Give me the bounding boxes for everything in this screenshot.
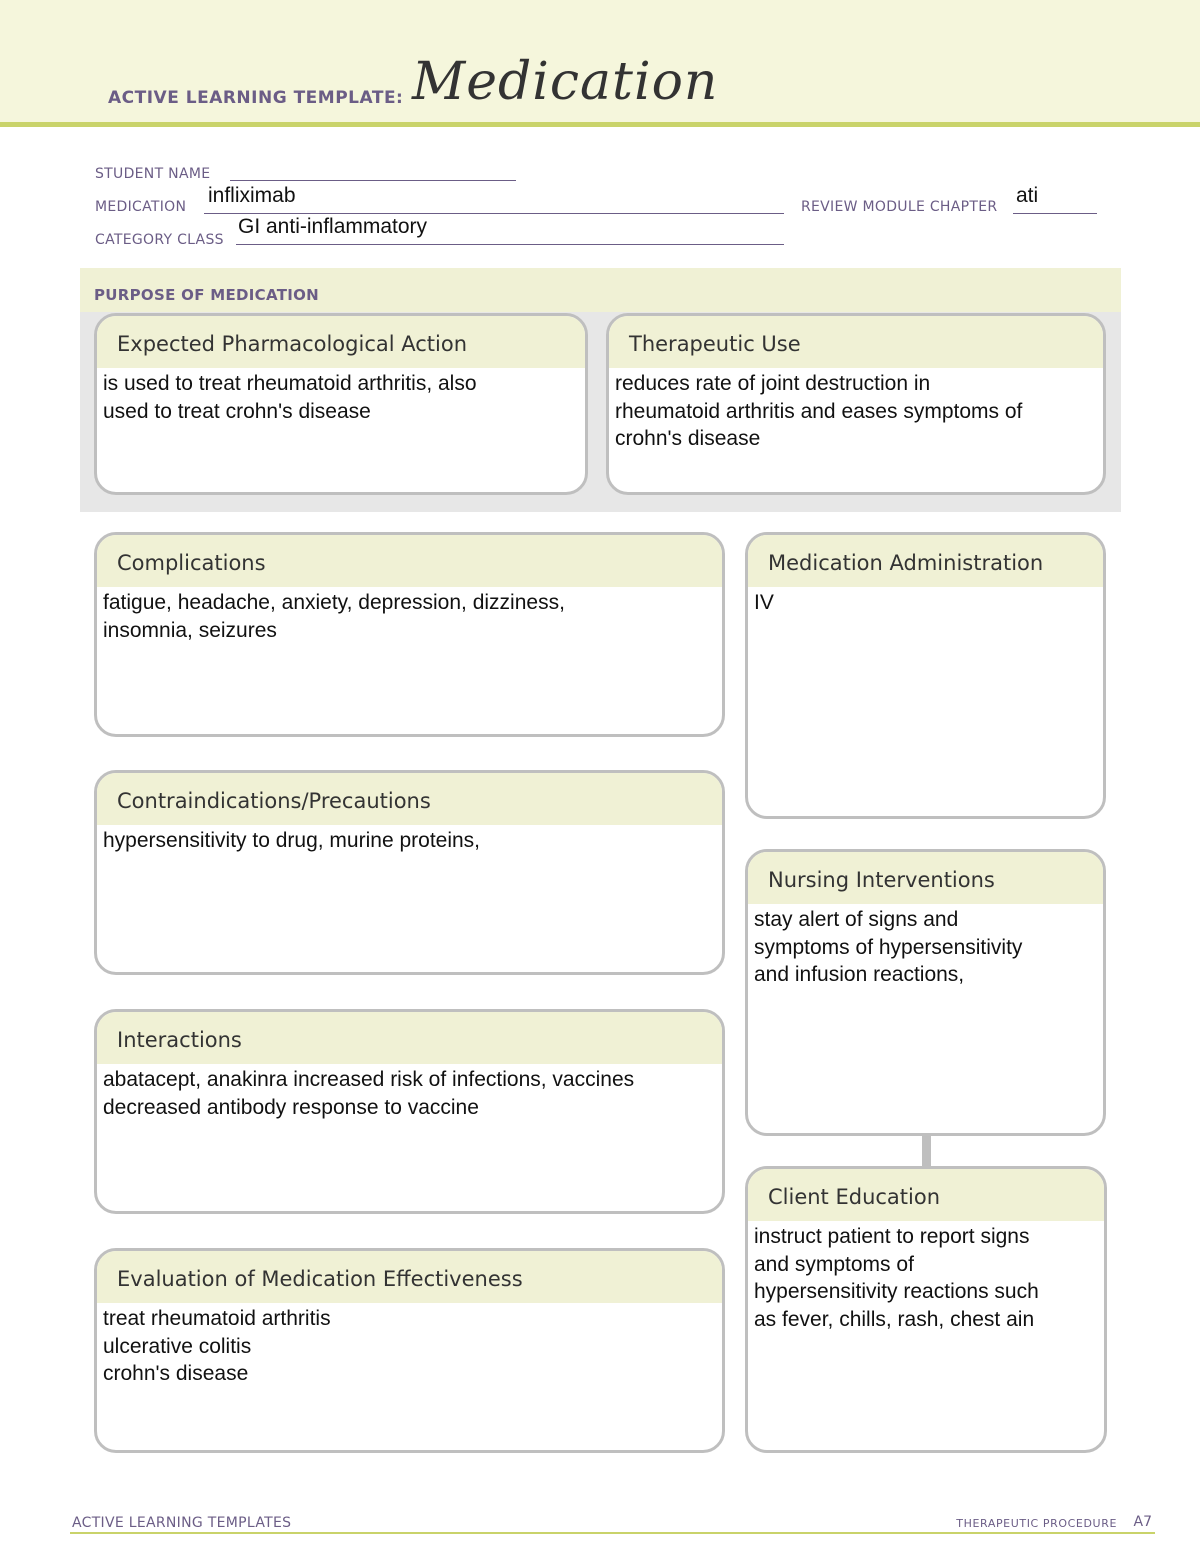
page-title: Medication bbox=[412, 52, 719, 112]
therapeutic-use-text[interactable]: reduces rate of joint destruction in rheumatoid arthritis and eases symptoms of crohn's disease bbox=[615, 372, 1023, 450]
footer-page-number: A7 bbox=[1133, 1514, 1152, 1530]
student-name-line bbox=[230, 180, 516, 181]
expected-action-box[interactable] bbox=[94, 313, 588, 495]
contraindications-box[interactable] bbox=[94, 770, 725, 975]
footer-right-label: THERAPEUTIC PROCEDURE bbox=[956, 1517, 1117, 1530]
contraindications-title: Contraindications/Precautions bbox=[97, 773, 722, 825]
evaluation-title: Evaluation of Medication Effectiveness bbox=[97, 1251, 722, 1303]
medication-line bbox=[204, 213, 784, 214]
contraindications-text[interactable]: hypersensitivity to drug, murine proteins, bbox=[103, 829, 481, 852]
medication-field[interactable]: infliximab bbox=[208, 184, 296, 207]
medication-label: MEDICATION bbox=[95, 199, 187, 215]
medication-administration-text[interactable]: IV bbox=[754, 591, 774, 614]
expected-action-title: Expected Pharmacological Action bbox=[97, 316, 585, 368]
category-class-field[interactable]: GI anti-inflammatory bbox=[238, 215, 428, 238]
review-module-line bbox=[1013, 213, 1097, 214]
student-name-label: STUDENT NAME bbox=[95, 166, 211, 182]
complications-text[interactable]: fatigue, headache, anxiety, depression, dizziness, insomnia, seizures bbox=[103, 591, 565, 642]
therapeutic-use-title: Therapeutic Use bbox=[609, 316, 1103, 368]
template-label: ACTIVE LEARNING TEMPLATE: bbox=[108, 88, 404, 108]
footer-rule bbox=[70, 1532, 1155, 1534]
medication-administration-box[interactable] bbox=[745, 532, 1106, 819]
evaluation-text[interactable]: treat rheumatoid arthritis ulcerative colitis crohn's disease bbox=[103, 1307, 331, 1385]
evaluation-box[interactable] bbox=[94, 1248, 725, 1453]
client-education-box[interactable] bbox=[745, 1166, 1107, 1453]
category-class-label: CATEGORY CLASS bbox=[95, 232, 224, 248]
therapeutic-use-box[interactable] bbox=[606, 313, 1106, 495]
purpose-label: PURPOSE OF MEDICATION bbox=[94, 286, 320, 304]
review-module-label: REVIEW MODULE CHAPTER bbox=[801, 199, 998, 215]
nursing-interventions-title: Nursing Interventions bbox=[748, 852, 1103, 904]
header-rule bbox=[0, 122, 1200, 127]
nursing-interventions-box[interactable] bbox=[745, 849, 1106, 1136]
footer-left-label: ACTIVE LEARNING TEMPLATES bbox=[72, 1515, 292, 1531]
client-education-title: Client Education bbox=[748, 1169, 1104, 1221]
box-connector bbox=[922, 1134, 931, 1168]
interactions-title: Interactions bbox=[97, 1012, 722, 1064]
interactions-box[interactable] bbox=[94, 1009, 725, 1214]
complications-title: Complications bbox=[97, 535, 722, 587]
medication-administration-title: Medication Administration bbox=[748, 535, 1103, 587]
review-module-field[interactable]: ati bbox=[1016, 184, 1039, 207]
complications-box[interactable] bbox=[94, 532, 725, 737]
interactions-text[interactable]: abatacept, anakinra increased risk of infections, vaccines decreased antibody response to vaccine bbox=[103, 1068, 635, 1119]
expected-action-text[interactable]: is used to treat rheumatoid arthritis, also used to treat crohn's disease bbox=[103, 372, 477, 423]
client-education-text[interactable]: instruct patient to report signs and symptoms of hypersensitivity reactions such as fever, chills, rash, chest ain bbox=[754, 1225, 1039, 1331]
category-class-line bbox=[236, 244, 784, 245]
nursing-interventions-text[interactable]: stay alert of signs and symptoms of hypersensitivity and infusion reactions, bbox=[754, 908, 1023, 986]
